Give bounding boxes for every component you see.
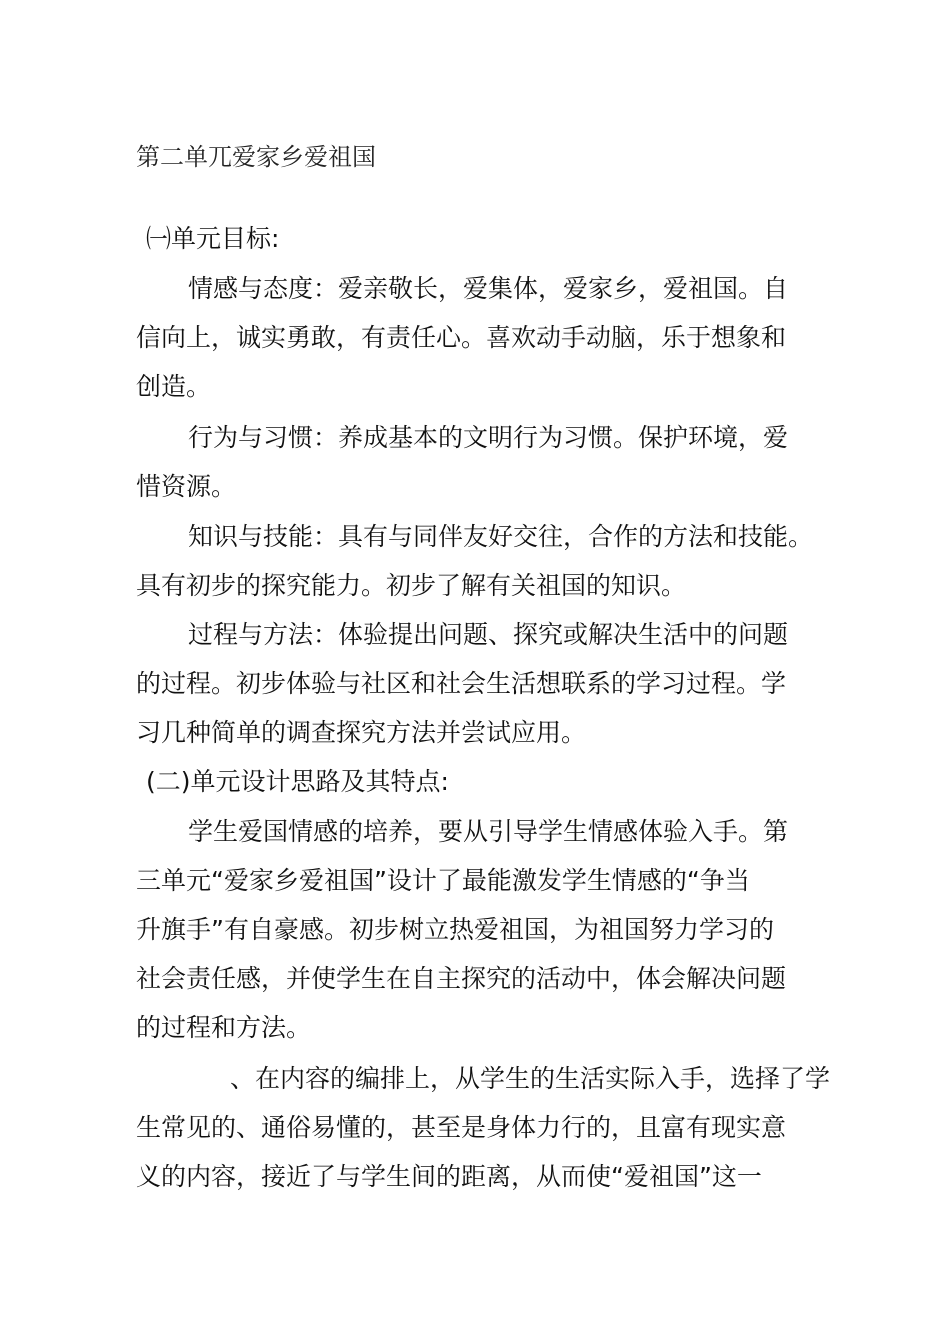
document-title: 第二单兀爱家乡爱祖国	[136, 143, 376, 171]
paragraph-line: 的过程。初步体验与社区和社会生活想联系的学习过程。学	[136, 669, 787, 698]
paragraph-design-idea	[136, 807, 788, 1052]
paragraph-line: 的过程和方法。	[136, 1013, 312, 1042]
paragraph-line: 知识与技能：具有与同伴友好交往，合作的方法和技能。	[188, 522, 814, 551]
paragraph-line: 行为与习惯：养成基本的文明行为习惯。保护环境，爱	[188, 423, 789, 452]
paragraph-line: 创造。	[136, 372, 212, 401]
paragraph-line: 惜资源。	[136, 472, 237, 501]
paragraph-content-arrangement	[136, 1054, 830, 1201]
paragraph-line: 习几种简单的调查探究方法并尝试应用。	[136, 718, 587, 747]
paragraph-knowledge	[136, 512, 813, 610]
paragraph-line: 信向上，诚实勇敢，有责任心。喜欢动手动脑，乐于想象和	[136, 323, 787, 352]
section2-heading: (二)单元设计思路及其特点:	[146, 767, 449, 796]
paragraph-line: 具有初步的探究能力。初步了解有关祖国的知识。	[136, 571, 687, 600]
section1-heading: ㈠单元目标:	[146, 224, 280, 253]
paragraph-line: 升旗手”有自豪感。初步树立热爱祖国，为祖国努力学习的	[136, 915, 774, 944]
paragraph-behavior	[136, 413, 788, 511]
paragraph-line: 义的内容，接近了与学生间的距离，从而使“爱祖国”这一	[136, 1162, 762, 1191]
paragraph-process	[136, 610, 788, 757]
paragraph-emotion	[136, 264, 788, 411]
paragraph-line: 、在内容的编排上，从学生的生活实际入手，选择了学	[230, 1064, 831, 1093]
paragraph-line: 生常见的、通俗易懂的，甚至是身体力行的，且富有现实意	[136, 1113, 787, 1142]
paragraph-line: 过程与方法：体验提出问题、探究或解决生活中的问题	[188, 620, 789, 649]
paragraph-line: 社会责任感，并使学生在自主探究的活动中，体会解决问题	[136, 964, 787, 993]
paragraph-line: 三单元“爱家乡爱祖国”设计了最能激发学生情感的“争当	[136, 866, 750, 895]
paragraph-line: 学生爱国情感的培养，要从引导学生情感体验入手。第	[188, 817, 789, 846]
paragraph-line: 情感与态度：爱亲敬长，爱集体，爱家乡，爱祖国。自	[188, 274, 789, 303]
